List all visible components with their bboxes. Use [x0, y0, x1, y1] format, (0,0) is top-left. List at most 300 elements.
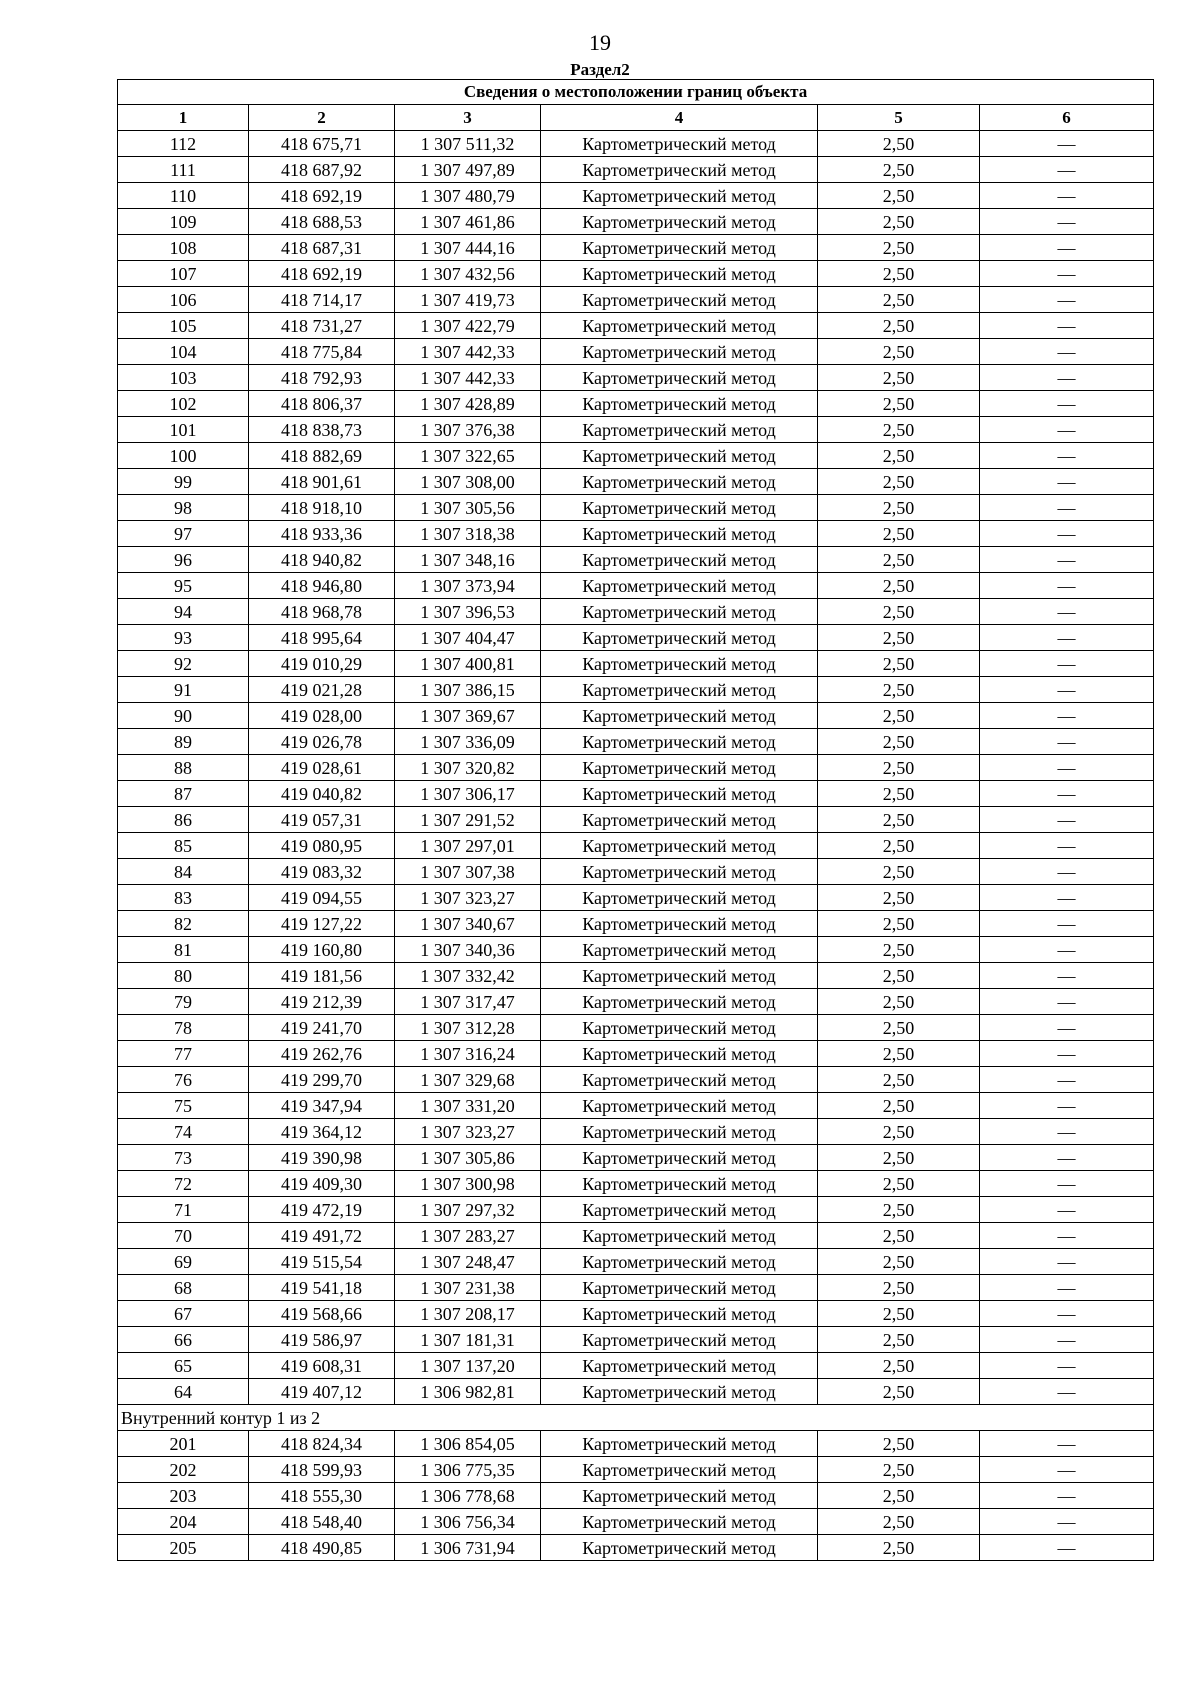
description-cell: —: [980, 391, 1154, 417]
accuracy-cell: 2,50: [818, 1067, 980, 1093]
x-coordinate-cell: 418 946,80: [249, 573, 395, 599]
x-coordinate-cell: 419 127,22: [249, 911, 395, 937]
accuracy-cell: 2,50: [818, 1249, 980, 1275]
y-coordinate-cell: 1 307 305,56: [395, 495, 541, 521]
x-coordinate-cell: 419 262,76: [249, 1041, 395, 1067]
table-row: [118, 1249, 1154, 1275]
y-coordinate-cell: 1 307 404,47: [395, 625, 541, 651]
table-row: [118, 313, 1154, 339]
accuracy-cell: 2,50: [818, 1145, 980, 1171]
description-cell: —: [980, 885, 1154, 911]
description-cell: —: [980, 131, 1154, 157]
table-row: [118, 1483, 1154, 1509]
accuracy-cell: 2,50: [818, 1093, 980, 1119]
description-cell: —: [980, 157, 1154, 183]
method-cell: Картометрический метод: [541, 131, 818, 157]
y-coordinate-cell: 1 307 422,79: [395, 313, 541, 339]
accuracy-cell: 2,50: [818, 703, 980, 729]
table-row: [118, 1431, 1154, 1457]
column-header: 2: [249, 105, 395, 131]
y-coordinate-cell: 1 307 442,33: [395, 365, 541, 391]
table-row: [118, 1067, 1154, 1093]
method-cell: Картометрический метод: [541, 833, 818, 859]
point-number-cell: 83: [118, 885, 249, 911]
table-row: [118, 755, 1154, 781]
y-coordinate-cell: 1 307 340,36: [395, 937, 541, 963]
x-coordinate-cell: 419 364,12: [249, 1119, 395, 1145]
accuracy-cell: 2,50: [818, 1041, 980, 1067]
point-number-cell: 69: [118, 1249, 249, 1275]
method-cell: Картометрический метод: [541, 1067, 818, 1093]
table-row: [118, 885, 1154, 911]
description-cell: —: [980, 1223, 1154, 1249]
x-coordinate-cell: 419 028,61: [249, 755, 395, 781]
x-coordinate-cell: 418 806,37: [249, 391, 395, 417]
method-cell: Картометрический метод: [541, 703, 818, 729]
accuracy-cell: 2,50: [818, 911, 980, 937]
x-coordinate-cell: 418 599,93: [249, 1457, 395, 1483]
method-cell: Картометрический метод: [541, 859, 818, 885]
table-row: [118, 911, 1154, 937]
y-coordinate-cell: 1 307 297,01: [395, 833, 541, 859]
table-row: [118, 833, 1154, 859]
y-coordinate-cell: 1 307 336,09: [395, 729, 541, 755]
y-coordinate-cell: 1 307 305,86: [395, 1145, 541, 1171]
y-coordinate-cell: 1 307 329,68: [395, 1067, 541, 1093]
method-cell: Картометрический метод: [541, 235, 818, 261]
column-header: 5: [818, 105, 980, 131]
table-row: [118, 1093, 1154, 1119]
point-number-cell: 91: [118, 677, 249, 703]
y-coordinate-cell: 1 307 317,47: [395, 989, 541, 1015]
y-coordinate-cell: 1 306 775,35: [395, 1457, 541, 1483]
accuracy-cell: 2,50: [818, 781, 980, 807]
method-cell: Картометрический метод: [541, 729, 818, 755]
y-coordinate-cell: 1 307 461,86: [395, 209, 541, 235]
table-row: [118, 1223, 1154, 1249]
table-caption: Сведения о местоположении границ объекта: [118, 80, 1154, 105]
accuracy-cell: 2,50: [818, 1431, 980, 1457]
accuracy-cell: 2,50: [818, 183, 980, 209]
x-coordinate-cell: 418 714,17: [249, 287, 395, 313]
description-cell: —: [980, 703, 1154, 729]
point-number-cell: 103: [118, 365, 249, 391]
description-cell: —: [980, 963, 1154, 989]
x-coordinate-cell: 419 390,98: [249, 1145, 395, 1171]
point-number-cell: 78: [118, 1015, 249, 1041]
point-number-cell: 71: [118, 1197, 249, 1223]
point-number-cell: 74: [118, 1119, 249, 1145]
description-cell: —: [980, 807, 1154, 833]
description-cell: —: [980, 287, 1154, 313]
x-coordinate-cell: 419 409,30: [249, 1171, 395, 1197]
y-coordinate-cell: 1 306 731,94: [395, 1535, 541, 1561]
description-cell: —: [980, 339, 1154, 365]
y-coordinate-cell: 1 307 318,38: [395, 521, 541, 547]
point-number-cell: 90: [118, 703, 249, 729]
y-coordinate-cell: 1 307 297,32: [395, 1197, 541, 1223]
point-number-cell: 97: [118, 521, 249, 547]
method-cell: Картометрический метод: [541, 1041, 818, 1067]
method-cell: Картометрический метод: [541, 495, 818, 521]
method-cell: Картометрический метод: [541, 521, 818, 547]
page-number: 19: [589, 30, 611, 55]
y-coordinate-cell: 1 307 322,65: [395, 443, 541, 469]
point-number-cell: 202: [118, 1457, 249, 1483]
method-cell: Картометрический метод: [541, 287, 818, 313]
description-cell: —: [980, 183, 1154, 209]
y-coordinate-cell: 1 306 982,81: [395, 1379, 541, 1405]
y-coordinate-cell: 1 307 316,24: [395, 1041, 541, 1067]
x-coordinate-cell: 418 775,84: [249, 339, 395, 365]
method-cell: Картометрический метод: [541, 963, 818, 989]
method-cell: Картометрический метод: [541, 1249, 818, 1275]
x-coordinate-cell: 418 968,78: [249, 599, 395, 625]
accuracy-cell: 2,50: [818, 833, 980, 859]
point-number-cell: 85: [118, 833, 249, 859]
point-number-cell: 75: [118, 1093, 249, 1119]
table-row: [118, 1457, 1154, 1483]
method-cell: Картометрический метод: [541, 1197, 818, 1223]
x-coordinate-cell: 418 687,92: [249, 157, 395, 183]
method-cell: Картометрический метод: [541, 1275, 818, 1301]
column-header-row: [118, 105, 1154, 131]
y-coordinate-cell: 1 307 320,82: [395, 755, 541, 781]
table-row: [118, 703, 1154, 729]
x-coordinate-cell: 419 407,12: [249, 1379, 395, 1405]
inner-contour-rows: [118, 1431, 1154, 1561]
y-coordinate-cell: 1 307 400,81: [395, 651, 541, 677]
table-row: [118, 209, 1154, 235]
y-coordinate-cell: 1 307 386,15: [395, 677, 541, 703]
description-cell: —: [980, 1249, 1154, 1275]
y-coordinate-cell: 1 307 480,79: [395, 183, 541, 209]
table-row: [118, 651, 1154, 677]
point-number-cell: 100: [118, 443, 249, 469]
description-cell: —: [980, 1509, 1154, 1535]
description-cell: —: [980, 209, 1154, 235]
description-cell: —: [980, 677, 1154, 703]
point-number-cell: 67: [118, 1301, 249, 1327]
point-number-cell: 65: [118, 1353, 249, 1379]
method-cell: Картометрический метод: [541, 573, 818, 599]
x-coordinate-cell: 418 933,36: [249, 521, 395, 547]
y-coordinate-cell: 1 306 778,68: [395, 1483, 541, 1509]
table-row: [118, 1041, 1154, 1067]
method-cell: Картометрический метод: [541, 1379, 818, 1405]
point-number-cell: 201: [118, 1431, 249, 1457]
point-number-cell: 64: [118, 1379, 249, 1405]
point-number-cell: 68: [118, 1275, 249, 1301]
x-coordinate-cell: 419 472,19: [249, 1197, 395, 1223]
point-number-cell: 72: [118, 1171, 249, 1197]
y-coordinate-cell: 1 307 323,27: [395, 885, 541, 911]
point-number-cell: 104: [118, 339, 249, 365]
y-coordinate-cell: 1 307 306,17: [395, 781, 541, 807]
column-header: 6: [980, 105, 1154, 131]
x-coordinate-cell: 418 555,30: [249, 1483, 395, 1509]
accuracy-cell: 2,50: [818, 1509, 980, 1535]
point-number-cell: 99: [118, 469, 249, 495]
accuracy-cell: 2,50: [818, 209, 980, 235]
description-cell: —: [980, 1483, 1154, 1509]
y-coordinate-cell: 1 307 511,32: [395, 131, 541, 157]
table-row: [118, 287, 1154, 313]
accuracy-cell: 2,50: [818, 989, 980, 1015]
point-number-cell: 70: [118, 1223, 249, 1249]
y-coordinate-cell: 1 307 432,56: [395, 261, 541, 287]
description-cell: —: [980, 1327, 1154, 1353]
accuracy-cell: 2,50: [818, 625, 980, 651]
x-coordinate-cell: 419 541,18: [249, 1275, 395, 1301]
x-coordinate-cell: 418 675,71: [249, 131, 395, 157]
x-coordinate-cell: 419 181,56: [249, 963, 395, 989]
point-number-cell: 73: [118, 1145, 249, 1171]
method-cell: Картометрический метод: [541, 937, 818, 963]
x-coordinate-cell: 418 687,31: [249, 235, 395, 261]
accuracy-cell: 2,50: [818, 1457, 980, 1483]
method-cell: Картометрический метод: [541, 157, 818, 183]
table-row: [118, 1197, 1154, 1223]
y-coordinate-cell: 1 307 373,94: [395, 573, 541, 599]
y-coordinate-cell: 1 307 181,31: [395, 1327, 541, 1353]
table-row: [118, 417, 1154, 443]
column-header: 4: [541, 105, 818, 131]
description-cell: —: [980, 1431, 1154, 1457]
y-coordinate-cell: 1 307 376,38: [395, 417, 541, 443]
point-number-cell: 66: [118, 1327, 249, 1353]
x-coordinate-cell: 418 548,40: [249, 1509, 395, 1535]
x-coordinate-cell: 419 028,00: [249, 703, 395, 729]
description-cell: —: [980, 443, 1154, 469]
y-coordinate-cell: 1 307 369,67: [395, 703, 541, 729]
method-cell: Картометрический метод: [541, 1301, 818, 1327]
y-coordinate-cell: 1 307 396,53: [395, 599, 541, 625]
accuracy-cell: 2,50: [818, 495, 980, 521]
accuracy-cell: 2,50: [818, 963, 980, 989]
x-coordinate-cell: 418 692,19: [249, 183, 395, 209]
method-cell: Картометрический метод: [541, 1535, 818, 1561]
outer-contour-rows: [118, 131, 1154, 1405]
x-coordinate-cell: 419 021,28: [249, 677, 395, 703]
x-coordinate-cell: 419 491,72: [249, 1223, 395, 1249]
point-number-cell: 92: [118, 651, 249, 677]
description-cell: —: [980, 651, 1154, 677]
point-number-cell: 84: [118, 859, 249, 885]
y-coordinate-cell: 1 307 231,38: [395, 1275, 541, 1301]
method-cell: Картометрический метод: [541, 313, 818, 339]
accuracy-cell: 2,50: [818, 807, 980, 833]
description-cell: —: [980, 1197, 1154, 1223]
inner-contour-section: [118, 1405, 1154, 1431]
table-row: [118, 1379, 1154, 1405]
point-number-cell: 203: [118, 1483, 249, 1509]
description-cell: —: [980, 1067, 1154, 1093]
point-number-cell: 79: [118, 989, 249, 1015]
description-cell: —: [980, 1015, 1154, 1041]
description-cell: —: [980, 1145, 1154, 1171]
accuracy-cell: 2,50: [818, 573, 980, 599]
accuracy-cell: 2,50: [818, 417, 980, 443]
accuracy-cell: 2,50: [818, 339, 980, 365]
method-cell: Картометрический метод: [541, 183, 818, 209]
table-row: [118, 365, 1154, 391]
method-cell: Картометрический метод: [541, 1145, 818, 1171]
method-cell: Картометрический метод: [541, 209, 818, 235]
point-number-cell: 105: [118, 313, 249, 339]
method-cell: Картометрический метод: [541, 1509, 818, 1535]
column-header: 3: [395, 105, 541, 131]
description-cell: —: [980, 1119, 1154, 1145]
x-coordinate-cell: 418 882,69: [249, 443, 395, 469]
description-cell: —: [980, 1457, 1154, 1483]
table-row: [118, 599, 1154, 625]
accuracy-cell: 2,50: [818, 131, 980, 157]
method-cell: Картометрический метод: [541, 1223, 818, 1249]
table-row: [118, 937, 1154, 963]
accuracy-cell: 2,50: [818, 1223, 980, 1249]
description-cell: —: [980, 1171, 1154, 1197]
table-row: [118, 989, 1154, 1015]
description-cell: —: [980, 365, 1154, 391]
table-row: [118, 339, 1154, 365]
table-row: [118, 391, 1154, 417]
accuracy-cell: 2,50: [818, 235, 980, 261]
description-cell: —: [980, 417, 1154, 443]
accuracy-cell: 2,50: [818, 443, 980, 469]
accuracy-cell: 2,50: [818, 1197, 980, 1223]
accuracy-cell: 2,50: [818, 287, 980, 313]
point-number-cell: 112: [118, 131, 249, 157]
method-cell: Картометрический метод: [541, 1015, 818, 1041]
point-number-cell: 106: [118, 287, 249, 313]
method-cell: Картометрический метод: [541, 599, 818, 625]
point-number-cell: 108: [118, 235, 249, 261]
description-cell: —: [980, 729, 1154, 755]
table-row: [118, 573, 1154, 599]
point-number-cell: 86: [118, 807, 249, 833]
column-header: 1: [118, 105, 249, 131]
accuracy-cell: 2,50: [818, 1483, 980, 1509]
accuracy-cell: 2,50: [818, 859, 980, 885]
accuracy-cell: 2,50: [818, 885, 980, 911]
accuracy-cell: 2,50: [818, 1327, 980, 1353]
y-coordinate-cell: 1 307 283,27: [395, 1223, 541, 1249]
x-coordinate-cell: 419 586,97: [249, 1327, 395, 1353]
y-coordinate-cell: 1 307 323,27: [395, 1119, 541, 1145]
x-coordinate-cell: 418 918,10: [249, 495, 395, 521]
method-cell: Картометрический метод: [541, 1483, 818, 1509]
method-cell: Картометрический метод: [541, 781, 818, 807]
point-number-cell: 82: [118, 911, 249, 937]
point-number-cell: 76: [118, 1067, 249, 1093]
x-coordinate-cell: 418 692,19: [249, 261, 395, 287]
y-coordinate-cell: 1 307 348,16: [395, 547, 541, 573]
table-row: [118, 495, 1154, 521]
y-coordinate-cell: 1 307 444,16: [395, 235, 541, 261]
method-cell: Картометрический метод: [541, 807, 818, 833]
accuracy-cell: 2,50: [818, 391, 980, 417]
description-cell: —: [980, 1535, 1154, 1561]
description-cell: —: [980, 313, 1154, 339]
method-cell: Картометрический метод: [541, 547, 818, 573]
description-cell: —: [980, 1093, 1154, 1119]
method-cell: Картометрический метод: [541, 469, 818, 495]
table-row: [118, 625, 1154, 651]
table-row: [118, 729, 1154, 755]
boundary-coordinates-table: [117, 79, 1154, 1561]
description-cell: —: [980, 1353, 1154, 1379]
description-cell: —: [980, 599, 1154, 625]
y-coordinate-cell: 1 307 331,20: [395, 1093, 541, 1119]
section-title: Раздел2: [570, 60, 630, 79]
method-cell: Картометрический метод: [541, 1431, 818, 1457]
point-number-cell: 102: [118, 391, 249, 417]
description-cell: —: [980, 495, 1154, 521]
x-coordinate-cell: 419 094,55: [249, 885, 395, 911]
table-row: [118, 261, 1154, 287]
point-number-cell: 205: [118, 1535, 249, 1561]
table-row: [118, 807, 1154, 833]
y-coordinate-cell: 1 307 300,98: [395, 1171, 541, 1197]
table-row: [118, 1509, 1154, 1535]
point-number-cell: 204: [118, 1509, 249, 1535]
x-coordinate-cell: 418 688,53: [249, 209, 395, 235]
table-row: [118, 547, 1154, 573]
y-coordinate-cell: 1 307 428,89: [395, 391, 541, 417]
method-cell: Картометрический метод: [541, 1171, 818, 1197]
y-coordinate-cell: 1 307 419,73: [395, 287, 541, 313]
point-number-cell: 77: [118, 1041, 249, 1067]
point-number-cell: 87: [118, 781, 249, 807]
point-number-cell: 96: [118, 547, 249, 573]
x-coordinate-cell: 419 040,82: [249, 781, 395, 807]
table-row: [118, 859, 1154, 885]
table-row: [118, 1171, 1154, 1197]
y-coordinate-cell: 1 307 291,52: [395, 807, 541, 833]
table-row: [118, 443, 1154, 469]
method-cell: Картометрический метод: [541, 443, 818, 469]
table-row: [118, 131, 1154, 157]
method-cell: Картометрический метод: [541, 1327, 818, 1353]
accuracy-cell: 2,50: [818, 365, 980, 391]
table-row: [118, 1301, 1154, 1327]
table-row: [118, 1015, 1154, 1041]
method-cell: Картометрический метод: [541, 1119, 818, 1145]
contour-label: Внутренний контур 1 из 2: [118, 1405, 1154, 1431]
x-coordinate-cell: 419 608,31: [249, 1353, 395, 1379]
accuracy-cell: 2,50: [818, 1535, 980, 1561]
accuracy-cell: 2,50: [818, 1171, 980, 1197]
description-cell: —: [980, 833, 1154, 859]
x-coordinate-cell: 418 901,61: [249, 469, 395, 495]
description-cell: —: [980, 573, 1154, 599]
description-cell: —: [980, 859, 1154, 885]
accuracy-cell: 2,50: [818, 1379, 980, 1405]
method-cell: Картометрический метод: [541, 911, 818, 937]
accuracy-cell: 2,50: [818, 469, 980, 495]
point-number-cell: 80: [118, 963, 249, 989]
table-row: [118, 963, 1154, 989]
description-cell: —: [980, 521, 1154, 547]
description-cell: —: [980, 1041, 1154, 1067]
table-row: [118, 677, 1154, 703]
x-coordinate-cell: 419 568,66: [249, 1301, 395, 1327]
point-number-cell: 95: [118, 573, 249, 599]
point-number-cell: 109: [118, 209, 249, 235]
x-coordinate-cell: 419 026,78: [249, 729, 395, 755]
x-coordinate-cell: 419 010,29: [249, 651, 395, 677]
